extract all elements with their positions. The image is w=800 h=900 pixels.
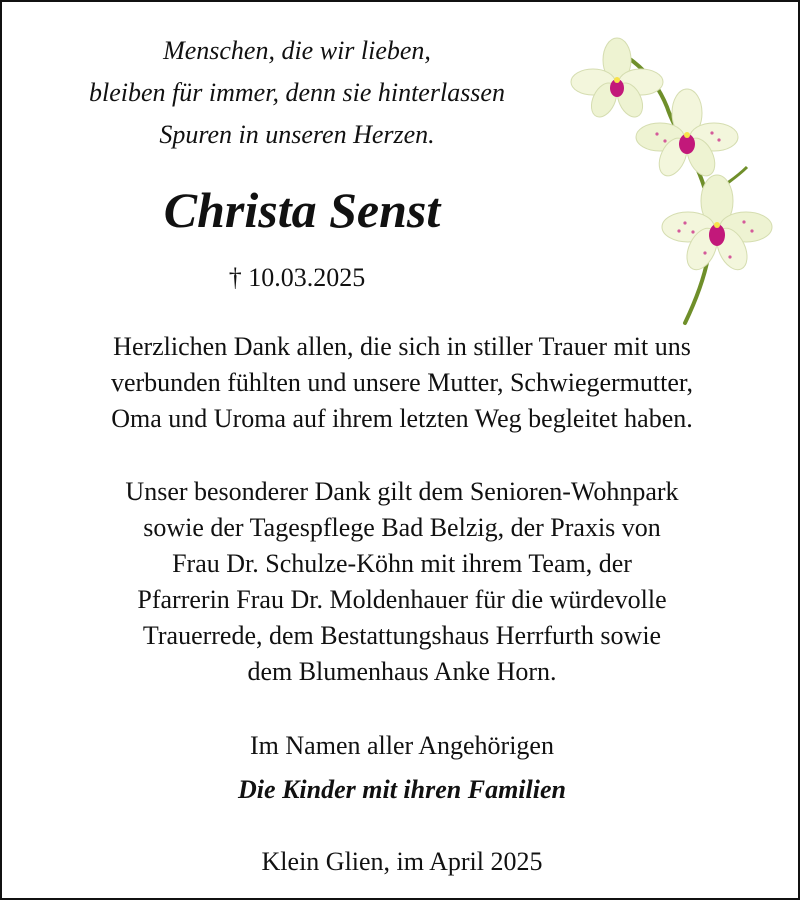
text-line: sowie der Tagespflege Bad Belzig, der Praxis von [143,513,661,542]
poem [32,30,562,156]
place-date: Klein Glien, im April 2025 [261,847,543,876]
text-line: dem Blumenhaus Anke Horn. [247,657,557,686]
text-line: Herzlichen Dank allen, die sich in stiller Trauer mit uns [113,332,691,361]
thanks-general [12,329,792,437]
thanks-special [12,474,792,690]
poem-line: Menschen, die wir lieben, [163,36,431,65]
text-line: Unser besonderer Dank gilt dem Senioren-Wohnpark [125,477,679,506]
text-line: Frau Dr. Schulze-Köhn mit ihrem Team, der [172,549,632,578]
text-line: verbunden fühlten und unsere Mutter, Schwiegermutter, [110,368,694,397]
signature-intro: Im Namen aller Angehörigen [250,731,554,760]
text-line: Pfarrerin Frau Dr. Moldenhauer für die würdevolle [137,585,667,614]
death-date: † 10.03.2025 [228,263,366,292]
poem-line: Spuren in unseren Herzen. [159,120,435,149]
deceased-name: Christa Senst [163,182,441,238]
text-line: Trauerrede, dem Bestattungshaus Herrfurth sowie [142,621,662,650]
orchid-image [557,27,787,327]
text-line: Oma und Uroma auf ihrem letzten Weg begleitet haben. [111,404,693,433]
poem-line: bleiben für immer, denn sie hinterlassen [89,78,505,107]
signature-family: Die Kinder mit ihren Familien [238,775,566,804]
orchid-flower [636,89,738,180]
orchid-flower [571,38,663,121]
orchid-flower [662,175,772,274]
